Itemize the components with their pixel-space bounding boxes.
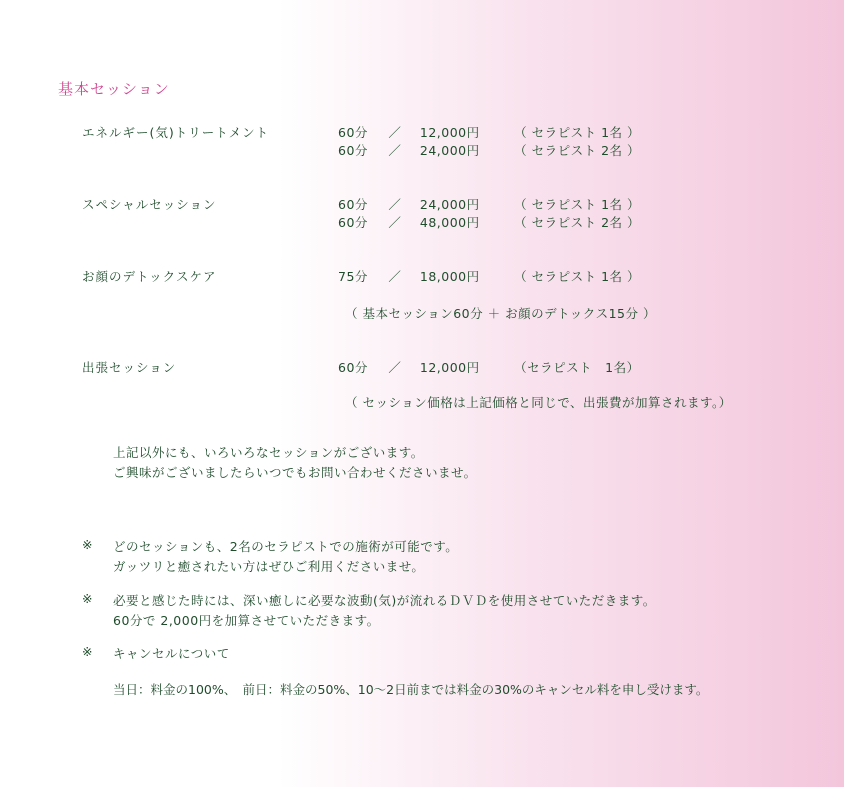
- duration: 60分: [338, 125, 368, 140]
- session-name-energy: エネルギー(気)トリートメント: [82, 125, 270, 140]
- duration: 60分: [338, 197, 368, 212]
- note-text: [113, 591, 656, 631]
- price-row: [338, 141, 640, 159]
- text-line: 60分で 2,000円を加算させていただきます。: [113, 613, 380, 628]
- price-row: [338, 195, 640, 213]
- note-mark: ※: [82, 644, 93, 659]
- cancel-policy: 当日：料金の100%、 前日：料金の50%、10〜2日前までは料金の30%のキャンセル料を申し受けます。: [113, 682, 709, 697]
- therapist-count: （ セラピスト 1名 ）: [514, 269, 640, 284]
- therapist-count: （ セラピスト 1名 ）: [514, 197, 640, 212]
- separator: ／: [388, 197, 402, 212]
- price-value: 48,000円: [419, 215, 480, 230]
- text-line: 上記以外にも、いろいろなセッションがございます。: [113, 445, 424, 460]
- separator: ／: [388, 269, 402, 284]
- session-name-facial-detox: お顔のデトックスケア: [82, 269, 217, 284]
- therapist-count: （ セラピスト 2名 ）: [514, 143, 640, 158]
- price-value: 18,000円: [419, 269, 480, 284]
- separator: ／: [388, 143, 402, 158]
- price-value: 24,000円: [419, 197, 480, 212]
- text-line: ご興味がございましたらいつでもお問い合わせくださいませ。: [113, 465, 477, 480]
- therapist-count: （セラピスト 1名）: [514, 360, 640, 375]
- note-mark: ※: [82, 537, 93, 552]
- text-line: ガッツリと癒されたい方はぜひご利用くださいませ。: [113, 559, 425, 574]
- duration: 75分: [338, 269, 368, 284]
- note-text: [113, 537, 458, 577]
- duration: 60分: [338, 143, 368, 158]
- price-value: 12,000円: [419, 125, 480, 140]
- price-row: [338, 267, 640, 285]
- therapist-count: （ セラピスト 1名 ）: [514, 125, 640, 140]
- session-note: （ セッション価格は上記価格と同じで、出張費が加算されます。）: [345, 395, 732, 410]
- other-sessions-text: [113, 443, 477, 483]
- separator: ／: [388, 360, 402, 375]
- note-mark: ※: [82, 591, 93, 606]
- text-line: 必要と感じた時には、深い癒しに必要な波動(気)が流れるＤＶＤを使用させていただきます。: [113, 593, 656, 608]
- cancel-heading: キャンセルについて: [113, 646, 230, 661]
- duration: 60分: [338, 360, 368, 375]
- price-value: 12,000円: [419, 360, 480, 375]
- separator: ／: [388, 125, 402, 140]
- separator: ／: [388, 215, 402, 230]
- duration: 60分: [338, 215, 368, 230]
- price-row: [338, 358, 640, 376]
- session-name-outcall: 出張セッション: [82, 360, 177, 375]
- price-value: 24,000円: [419, 143, 480, 158]
- text-line: どのセッションも、2名のセラピストでの施術が可能です。: [113, 539, 459, 554]
- section-title: 基本セッション: [58, 80, 170, 98]
- price-row: [338, 123, 640, 141]
- therapist-count: （ セラピスト 2名 ）: [514, 215, 640, 230]
- session-name-special: スペシャルセッション: [82, 197, 217, 212]
- session-note: （ 基本セッション60分 ＋ お顔のデトックス15分 ）: [345, 306, 656, 321]
- price-row: [338, 213, 640, 231]
